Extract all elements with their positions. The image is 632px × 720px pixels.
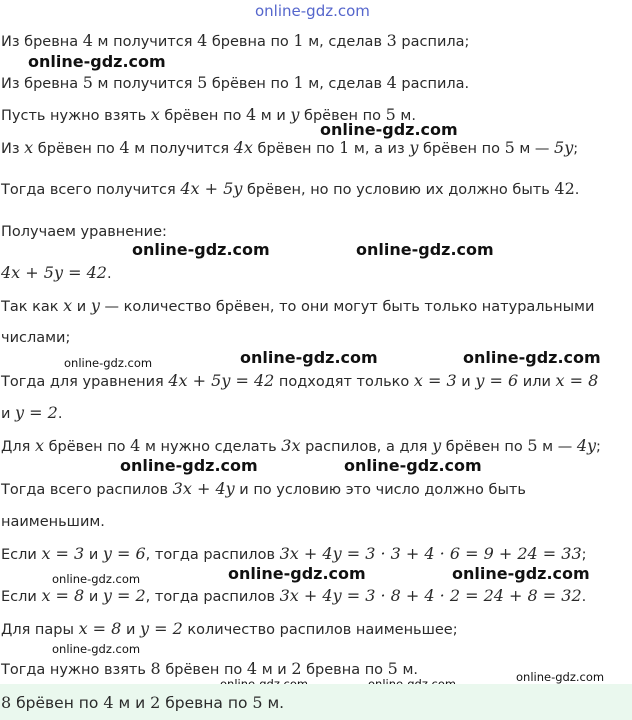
text-line-14: наименьшим. <box>1 514 105 530</box>
watermark: online-gdz.com <box>240 348 378 367</box>
watermark-small: online-gdz.com <box>64 356 153 370</box>
text-line-4: Из x брёвен по 4 м получится 4x брёвен по 1 м, а из y брёвен по 5 м — 5y; <box>1 138 579 157</box>
text-line-13: Тогда всего распилов 3x + 4y и по условию это число должно быть <box>1 479 526 498</box>
watermark-top: online-gdz.com <box>255 2 370 20</box>
watermark: online-gdz.com <box>120 456 258 475</box>
text-line-5: Тогда всего получится 4x + 5y брёвен, но по условию их должно быть 42. <box>1 179 580 198</box>
watermark: online-gdz.com <box>452 564 590 583</box>
text-line-15: Если x = 3 и y = 6, тогда распилов 3x + 4y = 3 · 3 + 4 · 6 = 9 + 24 = 33; <box>1 544 587 563</box>
text-line-17: Для пары x = 8 и y = 2 количество распилов наименьшее; <box>1 619 458 638</box>
answer-box <box>0 684 632 720</box>
answer-text: 8 брёвен по 4 м и 2 бревна по 5 м. <box>1 693 285 712</box>
watermark: online-gdz.com <box>463 348 601 367</box>
watermark: online-gdz.com <box>228 564 366 583</box>
text-line-3: Пусть нужно взять x брёвен по 4 м и y брёвен по 5 м. <box>1 105 416 124</box>
watermark: online-gdz.com <box>132 240 270 259</box>
text-line-12: Для x брёвен по 4 м нужно сделать 3x распилов, а для y брёвен по 5 м — 4y; <box>1 436 601 455</box>
text-line-6: Получаем уравнение: <box>1 224 167 240</box>
text-line-10: Тогда для уравнения 4x + 5y = 42 подходят только x = 3 и y = 6 или x = 8 <box>1 371 599 390</box>
text-line-8: Так как x и y — количество брёвен, то они могут быть только натуральными <box>1 296 595 315</box>
text-line-9: числами; <box>1 330 71 346</box>
watermark: online-gdz.com <box>356 240 494 259</box>
text-line-2: Из бревна 5 м получится 5 брёвен по 1 м, сделав 4 распила. <box>1 73 470 92</box>
watermark-small: online-gdz.com <box>516 670 605 684</box>
text-line-1: Из бревна 4 м получится 4 бревна по 1 м, сделав 3 распила; <box>1 31 470 50</box>
watermark: online-gdz.com <box>28 52 166 71</box>
watermark-small: online-gdz.com <box>52 642 141 656</box>
text-line-11: и y = 2. <box>1 403 63 422</box>
watermark-small: online-gdz.com <box>52 572 141 586</box>
text-line-7: 4x + 5y = 42. <box>1 263 112 282</box>
text-line-18: Тогда нужно взять 8 брёвен по 4 м и 2 бревна по 5 м. <box>1 659 419 678</box>
watermark: online-gdz.com <box>320 120 458 139</box>
text-line-16: Если x = 8 и y = 2, тогда распилов 3x + 4y = 3 · 8 + 4 · 2 = 24 + 8 = 32. <box>1 586 587 605</box>
watermark: online-gdz.com <box>344 456 482 475</box>
